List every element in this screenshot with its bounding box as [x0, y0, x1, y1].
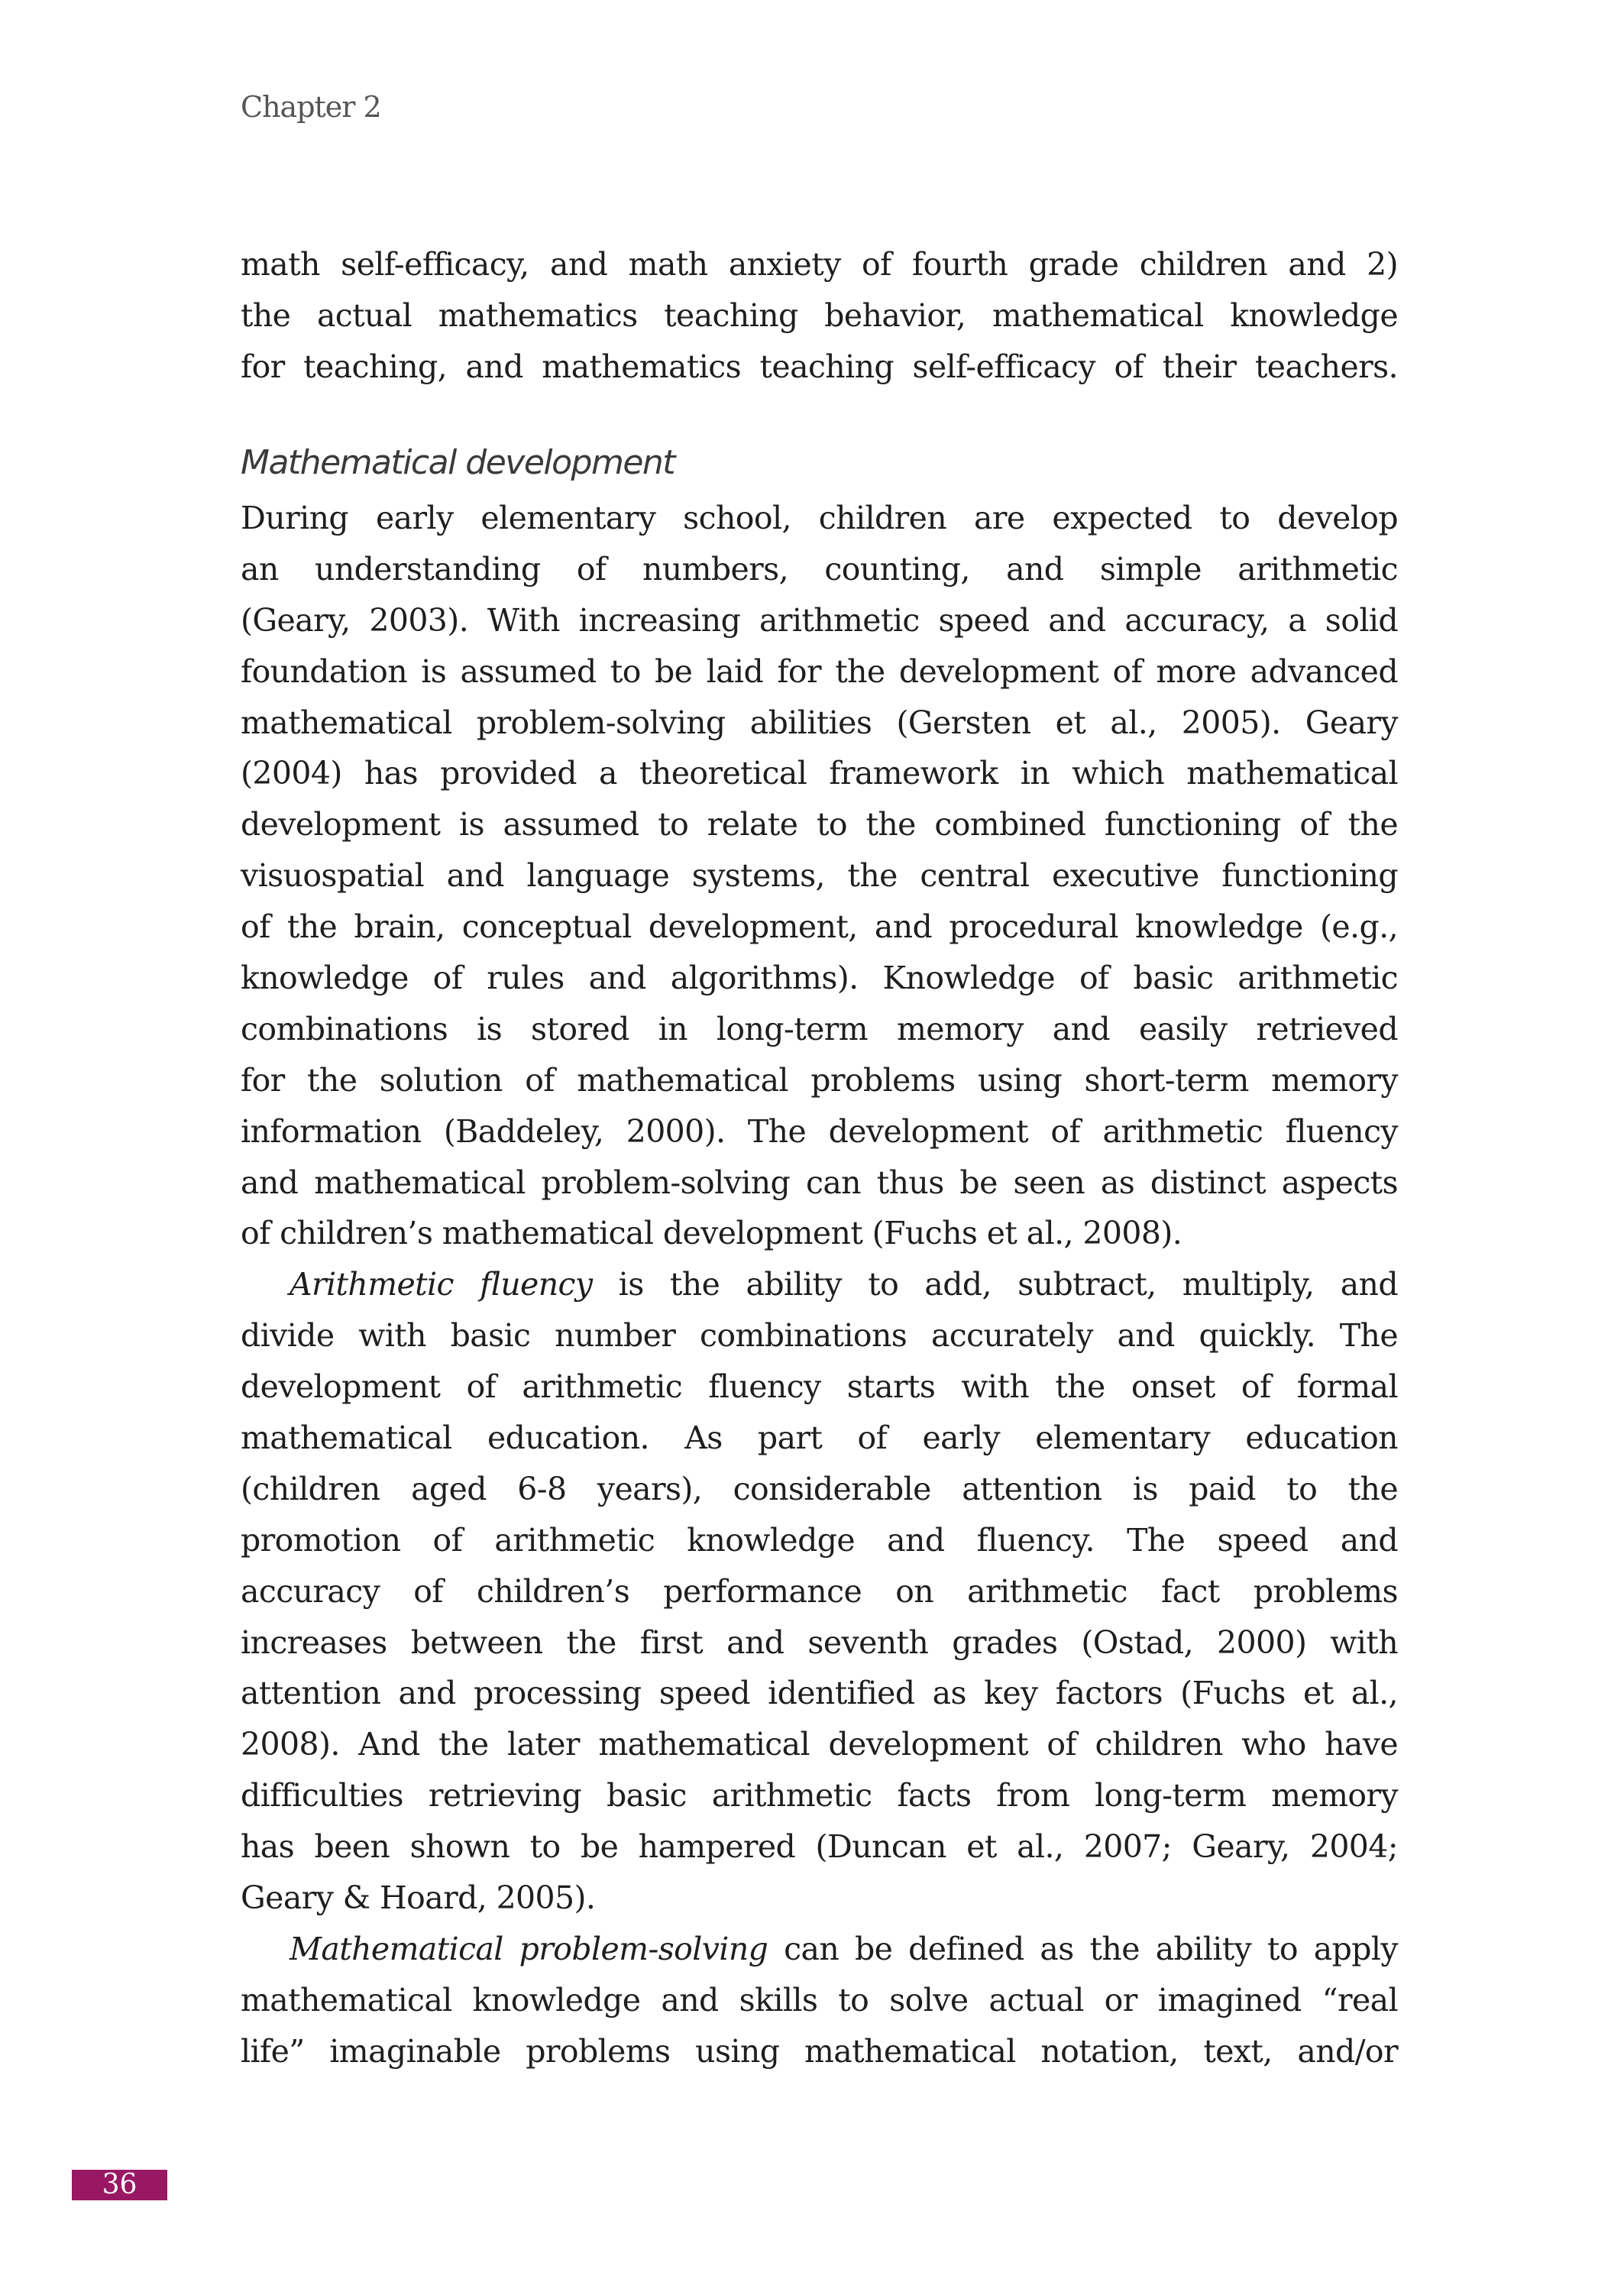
text-line	[241, 595, 1398, 646]
text-line	[241, 239, 1398, 290]
line-text: (2004) has provided a theoretical framework in which mathematical	[241, 755, 1398, 792]
text-line	[241, 493, 1398, 544]
text-line	[241, 1821, 1398, 1873]
text-line	[241, 953, 1398, 1004]
line-text: information (Baddeley, 2000). The development of arithmetic fluency	[241, 1112, 1398, 1150]
text-line	[241, 1668, 1398, 1719]
text-line	[241, 1310, 1398, 1361]
text-line	[241, 902, 1398, 953]
line-text: mathematical knowledge and skills to solve actual or imagined “real	[241, 1981, 1398, 2018]
line-text: development of arithmetic fluency starts with the onset of formal	[241, 1368, 1398, 1406]
text-line	[241, 1873, 1398, 1924]
section-heading: Mathematical development	[241, 443, 675, 482]
line-text: is the ability to add, subtract, multiply, and	[592, 1266, 1398, 1303]
intro-paragraph	[241, 239, 1398, 393]
text-line	[241, 1464, 1398, 1515]
italic-term: Mathematical problem-solving	[290, 1930, 768, 1967]
line-text: math self-efficacy, and math anxiety of fourth grade children and 2)	[241, 246, 1398, 283]
line-text: (children aged 6-8 years), considerable attention is paid to the	[241, 1470, 1398, 1507]
line-text: for teaching, and mathematics teaching self-efficacy of their teachers.	[241, 348, 1398, 385]
text-line	[241, 1004, 1398, 1055]
line-text: 2008). And the later mathematical development of children who have	[241, 1726, 1398, 1763]
line-text: and mathematical problem-solving can thus be seen as distinct aspects	[241, 1164, 1398, 1201]
line-text: the actual mathematics teaching behavior, mathematical knowledge	[241, 296, 1398, 334]
text-line	[241, 698, 1398, 749]
text-line	[241, 1770, 1398, 1821]
text-line	[241, 1617, 1398, 1669]
line-text: an understanding of numbers, counting, and simple arithmetic	[241, 550, 1398, 588]
text-line	[241, 850, 1398, 902]
line-text: life” imaginable problems using mathematical notation, text, and/or	[241, 2032, 1398, 2070]
text-line	[241, 544, 1398, 595]
line-text: foundation is assumed to be laid for the development of more advanced	[241, 652, 1398, 690]
line-text: attention and processing speed identified as key factors (Fuchs et al.,	[241, 1675, 1398, 1712]
running-head: Chapter 2	[241, 90, 381, 124]
text-line	[241, 1566, 1398, 1617]
text-line	[241, 1208, 1398, 1259]
line-text: combinations is stored in long-term memory and easily retrieved	[241, 1010, 1398, 1047]
line-text: (Geary, 2003). With increasing arithmetic speed and accuracy, a solid	[241, 601, 1398, 639]
text-line	[241, 646, 1398, 698]
line-text: Geary & Hoard, 2005).	[241, 1879, 596, 1917]
line-text: divide with basic number combinations accurately and quickly. The	[241, 1317, 1398, 1355]
line-text: During early elementary school, children are expected to develop	[241, 500, 1398, 536]
line-text: mathematical education. As part of early elementary education	[241, 1420, 1398, 1457]
text-line	[241, 342, 1398, 393]
text-line	[241, 748, 1398, 799]
text-line	[241, 290, 1398, 342]
line-text: increases between the first and seventh grades (Ostad, 2000) with	[241, 1624, 1398, 1661]
line-text: promotion of arithmetic knowledge and fluency. The speed and	[241, 1521, 1398, 1559]
text-line	[241, 1413, 1398, 1464]
text-line	[241, 1515, 1398, 1566]
line-text: accuracy of children’s performance on arithmetic fact problems	[241, 1572, 1398, 1610]
line-text: has been shown to be hampered (Duncan et al., 2007; Geary, 2004;	[241, 1828, 1398, 1866]
text-line	[241, 1259, 1398, 1310]
line-text: for the solution of mathematical problems using short-term memory	[241, 1061, 1398, 1099]
text-line	[241, 1924, 1398, 1975]
text-line	[241, 1975, 1398, 2026]
text-line	[241, 1055, 1398, 1106]
text-line	[241, 2026, 1398, 2077]
text-line	[241, 1719, 1398, 1770]
line-text: development is assumed to relate to the combined functioning of the	[241, 806, 1398, 843]
line-text: can be defined as the ability to apply	[768, 1930, 1398, 1967]
text-line	[241, 1106, 1398, 1157]
line-text: visuospatial and language systems, the central executive functioning	[241, 857, 1398, 895]
line-text: knowledge of rules and algorithms). Knowledge of basic arithmetic	[241, 960, 1398, 997]
text-line	[241, 1361, 1398, 1413]
text-line	[241, 1157, 1398, 1209]
line-text: difficulties retrieving basic arithmetic facts from long-term memory	[241, 1777, 1398, 1814]
text-line	[241, 799, 1398, 850]
line-text: of children’s mathematical development (Fuchs et al., 2008).	[241, 1215, 1182, 1252]
line-text: mathematical problem-solving abilities (Gersten et al., 2005). Geary	[241, 704, 1398, 741]
body-text	[241, 493, 1398, 2077]
page-number: 36	[72, 2170, 167, 2200]
line-text: of the brain, conceptual development, and procedural knowledge (e.g.,	[241, 908, 1398, 946]
italic-term: Arithmetic fluency	[290, 1266, 593, 1303]
